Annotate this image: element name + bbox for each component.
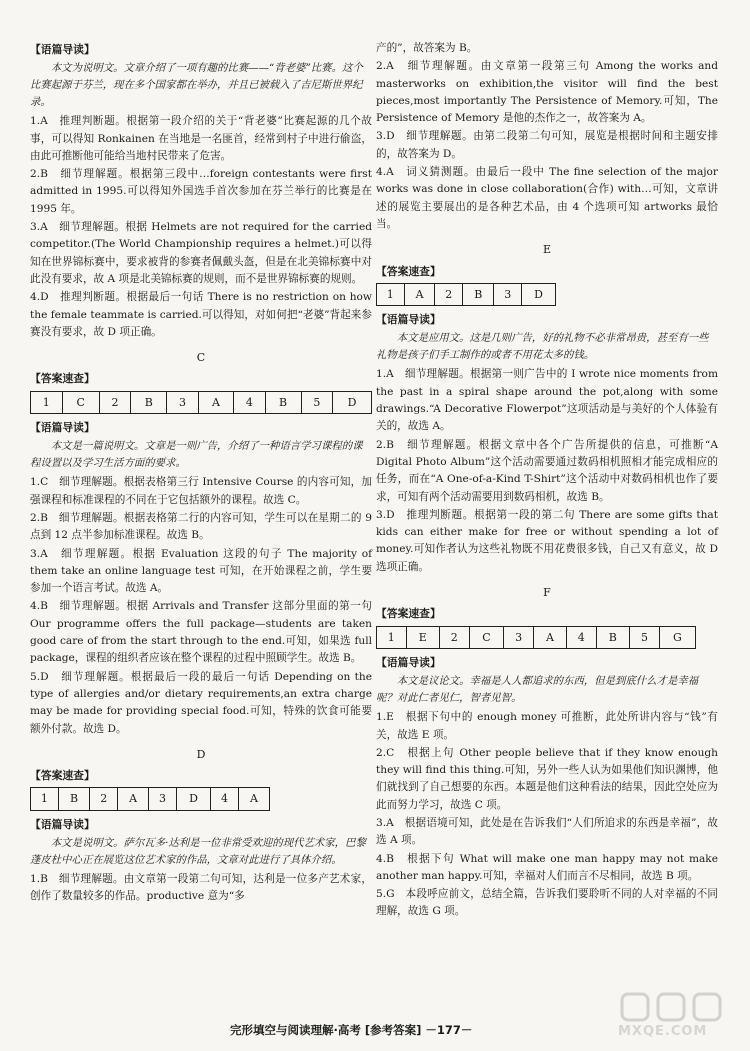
right-column	[376, 40, 718, 922]
answer-cell: 3	[167, 391, 199, 413]
answer-explanation: 1.A 细节理解题。根据第一则广告中的 I wrote nice moments from the past in a spiral shape around the pot,along with some drawings.“A Decorative Flowerpot”这项活动是与美好的个人体验有关的，故选 A。	[376, 368, 718, 433]
passage-letter: C	[196, 351, 206, 365]
answer-explanation: 4.D 推理判断题。根据最后一句话 There is no restriction on how the female teammate is carried.可以得知，对如何把“老婆”背起来参赛没有要求，故 D 项正确。	[30, 291, 372, 338]
answer-cell: C	[62, 391, 99, 413]
answer-key-heading: 【答案速查】	[30, 769, 95, 783]
answer-explanation: 2.C 根据上句 Other people believe that if they know enough they will find this thing.可知，另外一些人认为如果他们知识渊博，他们就找到了自己想要的东西。本题是他们这种看法的结果，因此空处应为此而努力学习，故选 C 项。	[376, 746, 718, 811]
left-column	[30, 38, 372, 907]
section-heading: 【语篇导读】	[376, 655, 441, 669]
answer-key-table	[376, 626, 696, 649]
answer-cell: 3	[149, 788, 177, 810]
passage-intro: 本文为说明文。文章介绍了一项有趣的比赛——“背老婆”比赛。这个比赛起源于芬兰，现在多个国家都在举办，并且已被载入了吉尼斯世界纪录。	[30, 62, 363, 109]
section-heading: 【语篇导读】	[30, 43, 95, 56]
answer-cell: D	[333, 391, 372, 413]
answer-cell: 1	[377, 283, 405, 305]
answer-explanation: 4.B 细节理解题。根据 Arrivals and Transfer 这部分里面的第一句 Our programme offers the full package—students are taken good care of from the start through to the end.可知，如果选 full package，课程的组织者应该在整个课程的过程中照顾学生。故选 B。	[30, 600, 372, 665]
answer-cell: C	[469, 626, 504, 648]
answer-cell: 2	[435, 283, 463, 305]
answer-cell: 2	[439, 626, 469, 648]
answer-explanation: 5.D 细节理解题。根据最后一段的最后一句话 Depending on the type of allergies and/or dietary requirements,an extra charge may be made for providing special food.可知，特殊的饮食可能要额外付款。故选 D。	[30, 670, 372, 735]
answer-explanation: 3.A 细节理解题。根据 Helmets are not required for the carried competitor.(The World Championship requires a helmet.)可以得知在世界锦标赛中，要求被背的参赛者佩戴头盔，但是在北美锦标赛中对此没有要求，故 A 项是北美锦标赛的规则，而不是世界锦标赛的规则。	[30, 221, 372, 285]
answer-cell: A	[533, 626, 566, 648]
passage-intro: 本文是应用文。这是几则广告，好的礼物不必非常昂贵，甚至有一些礼物是孩子们手工制作的或者不用花太多的钱。	[376, 332, 709, 362]
section-heading: 【语篇导读】	[376, 313, 441, 327]
answer-key-table	[30, 391, 372, 414]
answer-explanation: 产的”，故答案为 B。	[376, 42, 478, 54]
answer-cell: 3	[494, 283, 522, 305]
watermark-icon	[618, 990, 728, 1024]
answer-explanation: 2.A 细节理解题。由文章第一段第三句 Among the works and masterworks on exhibition,the visitor will find the best pieces,most importantly The Persistence of Memory.可知，The Persistence of Memory 是他的杰作之一，故答案为 A。	[376, 60, 718, 125]
answer-explanation: 3.A 根据语境可知，此处是在告诉我们“人们所追求的东西是幸福”，故选 A 项。	[376, 816, 718, 847]
answer-cell: B	[58, 788, 90, 810]
passage-intro: 本文是一篇说明文。文章是一则广告，介绍了一种语言学习课程的课程设置以及学习生活方面的要求。	[30, 440, 363, 470]
answer-key-table	[376, 283, 556, 306]
answer-explanation: 1.B 细节理解题。由文章第一段第二句可知，达利是一位多产艺术家，创作了数量较多的作品。productive 意为“多	[30, 872, 372, 903]
passage-intro: 本文是说明文。萨尔瓦多·达利是一位非常受欢迎的现代艺术家，巴黎蓬皮杜中心正在展览这位艺术家的作品，文章对此进行了具体介绍。	[30, 836, 366, 866]
answer-cell: 4	[234, 391, 266, 413]
answer-explanation: 2.B 细节理解题。根据表格第二行的内容可知，学生可以在星期二的 9 点到 12 点半参加标准课程。故选 B。	[30, 511, 372, 542]
answer-cell: 5	[301, 391, 333, 413]
answer-cell: B	[265, 391, 301, 413]
answer-cell: 3	[504, 626, 534, 648]
section-heading: 【语篇导读】	[30, 421, 95, 435]
answer-cell: G	[659, 626, 695, 648]
answer-explanation: 3.D 推理判断题。根据第一段的第二句 There are some gifts that kids can either make for free or without spending a lot of money.可知作者认为这些礼物既不用花费很多钱，自己又有意义，故 D 选项正确。	[376, 508, 718, 573]
answer-explanation: 1.A 推理判断题。根据第一段介绍的关于“背老婆”比赛起源的几个故事，可以得知 Ronkainen 在当地是一名匪首，经常到村子中进行偷盗，由此可推断他可能给当地村民带来了危害。	[30, 115, 372, 162]
answer-cell: 1	[31, 788, 59, 810]
answer-explanation: 2.B 细节理解题。根据第三段中…foreign contestants were first admitted in 1995.可以得知外国选手首次参加在芬兰举行的比赛是在 1995 年。	[30, 168, 372, 215]
answer-cell: E	[406, 626, 439, 648]
answer-cell: D	[176, 788, 210, 810]
answer-explanation: 2.B 细节理解题。根据文章中各个广告所提供的信息，可推断“A Digital Photo Album”这个活动需要通过数码相机照相才能完成相应的任务，而在“A One-of-a-Kind T-Shirt”这个活动中对数码相机也作了要求，可知有两个活动需要用到数码相机，故选 B。	[376, 438, 718, 503]
answer-explanation: 4.A 词义猜测题。由最后一段中 The fine selection of the major works was done in close collaboration(合作) with…可知，文章讲述的展览主要展出的是各种艺术品，由 4 个选项可知 artworks 最恰当。	[376, 166, 718, 230]
passage-letter: F	[543, 586, 551, 600]
answer-key-table	[30, 787, 270, 810]
answer-cell: B	[463, 283, 494, 305]
answer-explanation: 1.C 细节理解题。根据表格第三行 Intensive Course 的内容可知，加强课程和标准课程的不同在于它包括额外的课程。故选 C。	[30, 476, 372, 506]
answer-explanation: 5.G 本段呼应前文，总结全篇，告诉我们要聆听不同的人对幸福的不同理解，故选 G 项。	[376, 888, 718, 918]
answer-key-heading: 【答案速查】	[30, 372, 95, 386]
answer-cell: A	[238, 788, 269, 810]
answer-cell: B	[131, 391, 167, 413]
passage-letter: D	[196, 747, 206, 761]
footer-text: 完形填空与阅读理解·高考 [参考答案] －177－	[230, 1023, 473, 1037]
answer-cell: 1	[31, 391, 63, 413]
answer-cell: 4	[211, 788, 239, 810]
answer-cell: 2	[99, 391, 131, 413]
answer-cell: 2	[90, 788, 118, 810]
answer-key-heading: 【答案速查】	[376, 264, 441, 278]
watermark-logo	[618, 990, 728, 1040]
answer-explanation: 1.E 根据下句中的 enough money 可推断，此处所讲内容与“钱”有关，故选 E 项。	[376, 711, 718, 741]
answer-cell: B	[596, 626, 630, 648]
passage-intro: 本文是议论文。幸福是人人都追求的东西，但是到底什么才是幸福呢？对此仁者见仁，智者见智。	[376, 675, 699, 705]
section-heading: 【语篇导读】	[30, 817, 95, 831]
answer-cell: A	[198, 391, 233, 413]
answer-explanation: 3.A 细节理解题。根据 Evaluation 这段的句子 The majority of them take an online language test 可知，在开始课程之前，学生要参加一个语言考试。故选 A。	[30, 547, 372, 595]
answer-key-heading: 【答案速查】	[376, 607, 441, 621]
answer-explanation: 3.D 细节理解题。由第二段第二句可知，展览是根据时间和主题安排的，故答案为 D。	[376, 130, 718, 160]
answer-cell: A	[118, 788, 149, 810]
answer-cell: 5	[630, 626, 660, 648]
passage-letter: E	[542, 243, 552, 257]
answer-cell: 4	[566, 626, 596, 648]
answer-cell: A	[404, 283, 435, 305]
watermark-text: MXQE.COM	[618, 1024, 708, 1039]
answer-cell: D	[522, 283, 556, 305]
answer-explanation: 4.B 根据下句 What will make one man happy may not make another man happy.可知，幸福对人们而言不尽相同，故选 B 项。	[376, 852, 718, 882]
answer-cell: 1	[377, 626, 407, 648]
